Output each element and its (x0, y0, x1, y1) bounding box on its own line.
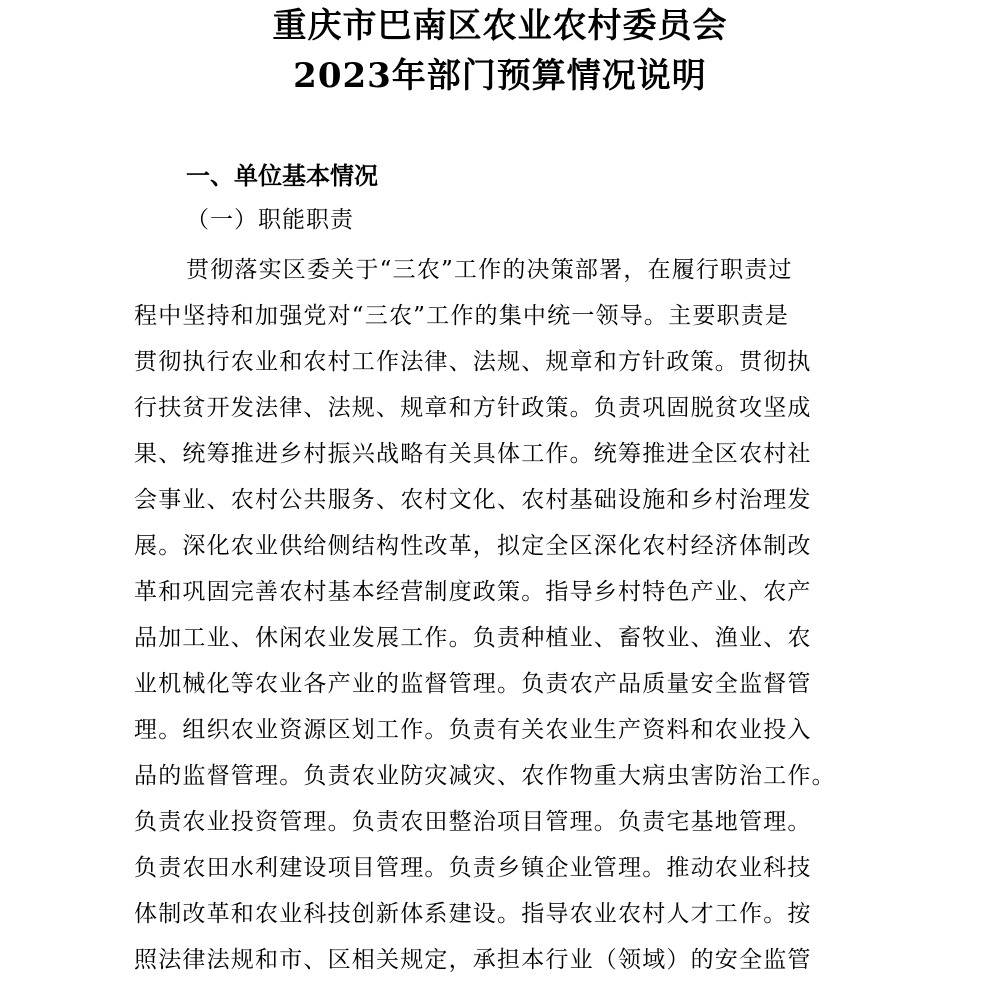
section-heading: 一、单位基本情况 (186, 161, 378, 190)
body-text-line: 照法律法规和市、区相关规定，承担本行业（领域）的安全监管 (134, 947, 812, 973)
body-text-line: 会事业、农村公共服务、农村文化、农村基础设施和乡村治理发 (134, 487, 812, 513)
body-text-line: 负责农田水利建设项目管理。负责乡镇企业管理。推动农业科技 (134, 855, 812, 881)
body-text-line: 负责农业投资管理。负责农田整治项目管理。负责宅基地管理。 (134, 809, 812, 835)
body-text-line: 果、统筹推进乡村振兴战略有关具体工作。统筹推进全区农村社 (134, 441, 812, 467)
body-text-line: 体制改革和农业科技创新体系建设。指导农业农村人才工作。按 (134, 901, 812, 927)
document-title-line-2: 2023年部门预算情况说明 (293, 56, 707, 96)
body-text-line: 展。深化农业供给侧结构性改革，拟定全区深化农村经济体制改 (134, 533, 812, 559)
body-text-line: 品的监督管理。负责农业防灾减灾、农作物重大病虫害防治工作。 (134, 763, 836, 789)
document-title-line-1: 重庆市巴南区农业农村委员会 (272, 6, 728, 46)
body-text-line: 贯彻落实区委关于“三农”工作的决策部署，在履行职责过 (186, 257, 793, 283)
body-text-line: 行扶贫开发法律、法规、规章和方针政策。负责巩固脱贫攻坚成 (134, 395, 812, 421)
body-text-line: 程中坚持和加强党对“三农”工作的集中统一领导。主要职责是 (134, 303, 790, 329)
body-text-line: 革和巩固完善农村基本经营制度政策。指导乡村特色产业、农产 (134, 579, 812, 605)
body-text-line: 业机械化等农业各产业的监督管理。负责农产品质量安全监督管 (134, 671, 812, 697)
body-text-line: 理。组织农业资源区划工作。负责有关农业生产资料和农业投入 (134, 717, 812, 743)
subsection-heading: （一）职能职责 (186, 207, 354, 233)
body-text-line: 贯彻执行农业和农村工作法律、法规、规章和方针政策。贯彻执 (134, 349, 812, 375)
body-text-line: 品加工业、休闲农业发展工作。负责种植业、畜牧业、渔业、农 (134, 625, 812, 651)
